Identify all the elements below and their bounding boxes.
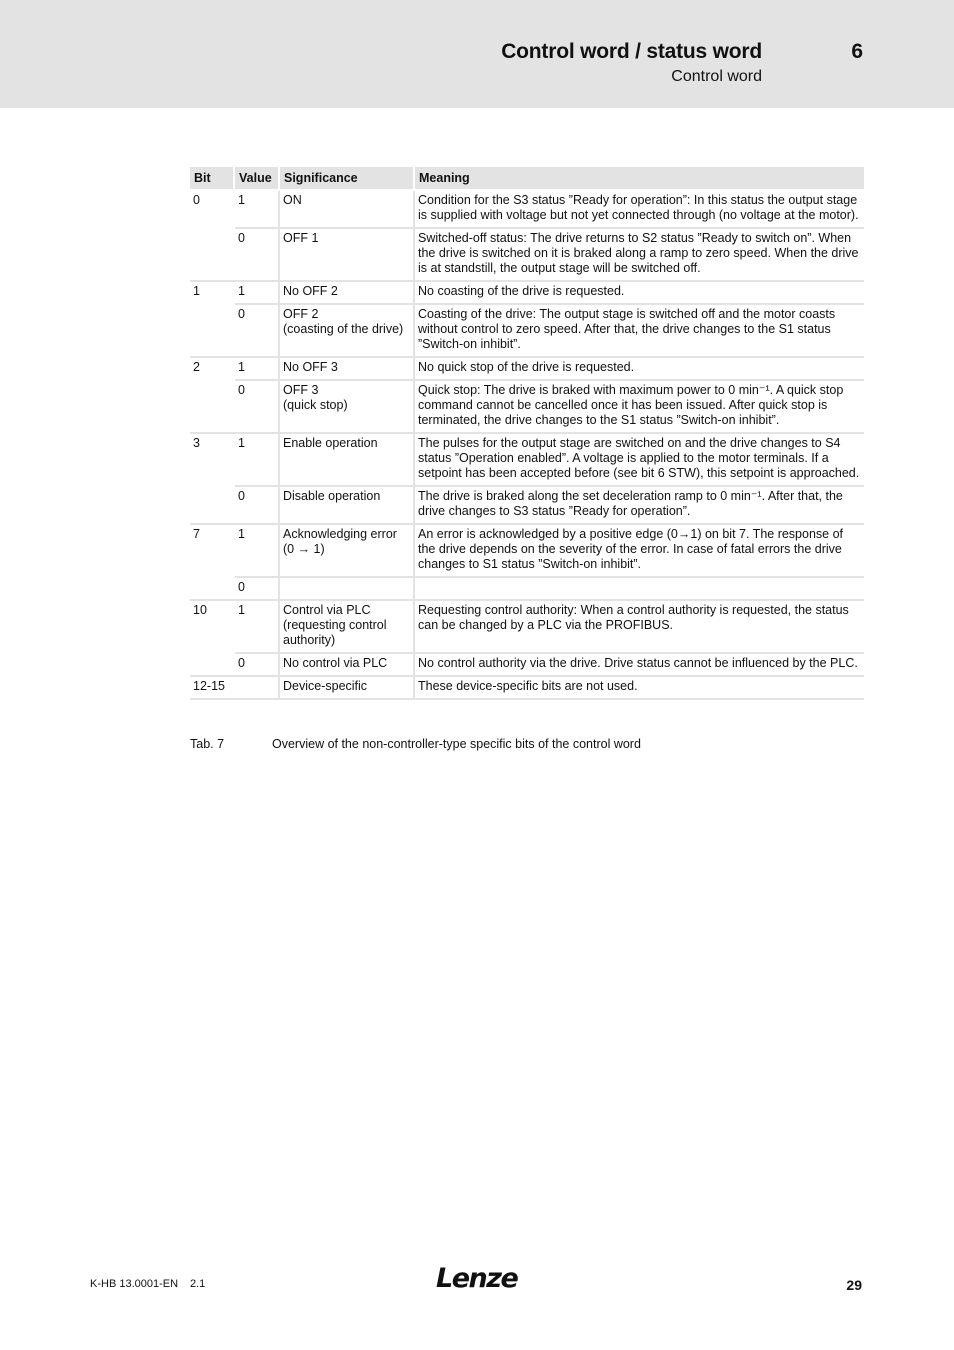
column-header-bit: Bit [190,167,235,191]
cell-significance: OFF 3 (quick stop) [280,381,415,434]
table-header-row [190,167,864,191]
cell-value: 0 [235,578,280,601]
cell-bit: 1 [193,284,200,298]
table-row [190,525,864,578]
cell-meaning: Quick stop: The drive is braked with maximum power to 0 min⁻¹. A quick stop command cannot be cancelled once it has been issued. After quick stop is terminated, the drive changes to the S1 status ”Switch-on inhibit”. [415,381,864,434]
cell-value: 0 [235,229,280,282]
table-row [190,381,864,434]
cell-value: 0 [235,487,280,525]
table-row [190,578,864,601]
cell-bit [190,305,235,358]
cell-meaning: These device-specific bits are not used. [415,677,864,700]
table-row [190,229,864,282]
cell-meaning: The drive is braked along the set deceleration ramp to 0 min⁻¹. After that, the drive changes to S3 status ”Ready for operation”. [415,487,864,525]
table-row [190,487,864,525]
cell-bit [190,578,235,601]
cell-bit: 2 [193,360,200,374]
cell-significance: ON [280,191,415,229]
cell-value: 0 [235,654,280,677]
cell-bit: 3 [193,436,200,450]
column-header-significance: Significance [280,167,415,191]
table-row [190,601,864,654]
cell-value: 0 [235,305,280,358]
cell-bit [190,381,235,434]
cell-value: 0 [235,381,280,434]
page-subtitle: Control word [671,68,762,85]
control-word-table [190,167,864,700]
lenze-logo: Lenze [436,1263,518,1294]
footer-version: 2.1 [190,1278,206,1290]
cell-value: 1 [235,525,280,578]
cell-significance: OFF 2 (coasting of the drive) [280,305,415,358]
table-row [190,191,864,229]
chapter-number: 6 [851,40,863,63]
table-row [190,677,864,700]
cell-significance: OFF 1 [280,229,415,282]
cell-bit: 7 [193,527,200,541]
table-row [190,305,864,358]
cell-meaning: No control authority via the drive. Drive status cannot be influenced by the PLC. [415,654,864,677]
cell-value: 1 [235,601,280,654]
cell-value: 1 [235,282,280,305]
cell-significance: No control via PLC [280,654,415,677]
table-row [190,282,864,305]
cell-significance: Disable operation [280,487,415,525]
cell-bit [190,654,235,677]
table-row [190,358,864,381]
table-body [190,191,864,700]
cell-meaning [415,578,864,601]
cell-significance: Enable operation [280,434,415,487]
header-band [0,0,954,108]
cell-bit: 12-15 [190,677,235,700]
cell-significance: Control via PLC (requesting control authority) [280,601,415,654]
cell-meaning: Requesting control authority: When a control authority is requested, the status can be changed by a PLC via the PROFIBUS. [415,601,864,654]
cell-significance: No OFF 2 [280,282,415,305]
cell-significance [280,578,415,601]
table-row [190,434,864,487]
cell-meaning: Switched-off status: The drive returns to S2 status ”Ready to switch on”. When the drive is switched on it is braked along a ramp to zero speed. When the drive is at standstill, the output stage will be switched off. [415,229,864,282]
caption-text: Overview of the non-controller-type specific bits of the control word [272,737,641,751]
caption-label: Tab. 7 [190,737,225,751]
cell-significance: Acknowledging error (0 → 1) [280,525,415,578]
cell-value: 1 [235,191,280,229]
cell-meaning: An error is acknowledged by a positive edge (0→1) on bit 7. The response of the drive depends on the severity of the error. In case of fatal errors the drive changes to S1 status ”Switch-on inhibit”. [415,525,864,578]
cell-bit [190,229,235,282]
cell-value: 1 [235,358,280,381]
cell-bit: 0 [193,193,200,207]
column-header-value: Value [235,167,280,191]
cell-bit [190,487,235,525]
footer-document-id: K-HB 13.0001-EN [90,1278,179,1290]
cell-meaning: No coasting of the drive is requested. [415,282,864,305]
cell-significance: No OFF 3 [280,358,415,381]
column-header-meaning: Meaning [415,167,864,191]
cell-significance: Device-specific [280,677,415,700]
cell-value [235,677,280,700]
cell-meaning: Coasting of the drive: The output stage is switched off and the motor coasts without control to zero speed. After that, the drive changes to the S1 status ”Switch-on inhibit”. [415,305,864,358]
cell-meaning: No quick stop of the drive is requested. [415,358,864,381]
cell-meaning: Condition for the S3 status ”Ready for operation”: In this status the output stage is supplied with voltage but not yet connected through (no voltage at the motor). [415,191,864,229]
page-number: 29 [846,1277,862,1293]
cell-meaning: The pulses for the output stage are switched on and the drive changes to S4 status ”Operation enabled”. A voltage is applied to the motor terminals. If a setpoint has been accepted before (see bit 6 STW), this setpoint is approached. [415,434,864,487]
table-row [190,654,864,677]
page-title: Control word / status word [501,40,762,63]
cell-value: 1 [235,434,280,487]
cell-bit: 10 [193,603,207,617]
